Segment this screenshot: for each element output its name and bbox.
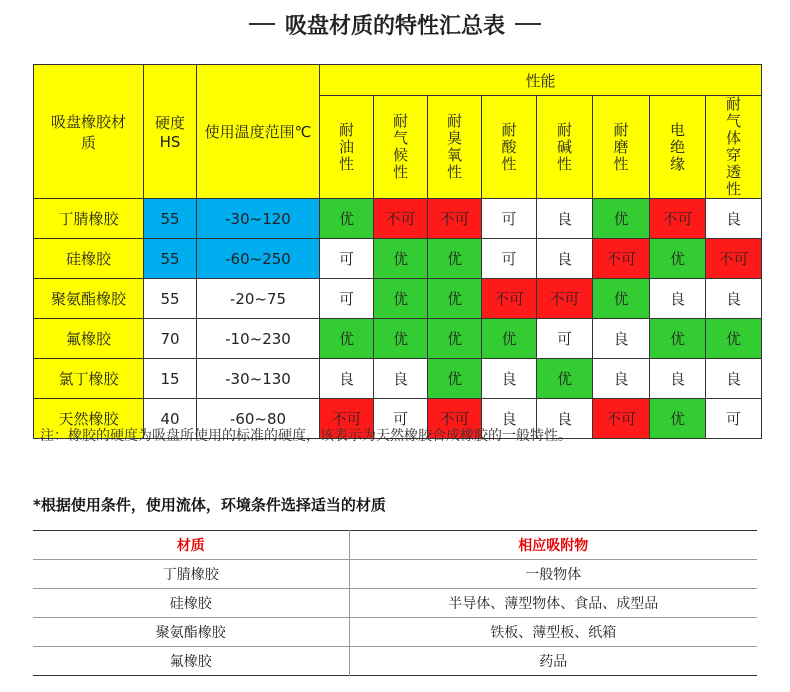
perf-col-header: 耐油性: [320, 96, 374, 199]
rating-cell: 不可: [537, 279, 593, 319]
rating-cell: 不可: [593, 399, 650, 439]
table-row: [33, 589, 757, 618]
rating-cell: 优: [374, 239, 428, 279]
app-material-cell: 丁腈橡胶: [33, 560, 349, 589]
title-dash-right: [515, 23, 541, 25]
rating-cell: 不可: [428, 199, 482, 239]
rating-cell: 良: [706, 359, 762, 399]
page-title: [0, 6, 790, 42]
rating-cell: 优: [428, 319, 482, 359]
rating-cell: 可: [320, 239, 374, 279]
rating-cell: 良: [320, 359, 374, 399]
properties-table: [33, 64, 762, 439]
section-subtitle: *根据使用条件，使用流体，环境条件选择适当的材质: [33, 496, 386, 514]
app-material-cell: 氟橡胶: [33, 647, 349, 676]
rating-cell: 优: [320, 319, 374, 359]
rating-cell: 优: [650, 319, 706, 359]
app-object-cell: 铁板、薄型板、纸箱: [349, 618, 757, 647]
rating-cell: 优: [428, 359, 482, 399]
app-material-cell: 硅橡胶: [33, 589, 349, 618]
rating-cell: 可: [482, 199, 537, 239]
header-material: 吸盘橡胶材质: [34, 65, 144, 199]
footnote: 注：橡胶的硬度为吸盘所使用的标准的硬度，该表示为天然橡胶合成橡胶的一般特性。: [40, 428, 572, 444]
header-temp: 使用温度范围℃: [197, 65, 320, 199]
properties-body: [34, 199, 762, 439]
rating-cell: 优: [650, 239, 706, 279]
rating-cell: 良: [482, 359, 537, 399]
rating-cell: 良: [374, 359, 428, 399]
hardness-cell: 55: [144, 199, 197, 239]
app-object-cell: 一般物体: [349, 560, 757, 589]
rating-cell: 优: [650, 399, 706, 439]
material-cell: 氟橡胶: [34, 319, 144, 359]
rating-cell: 优: [706, 319, 762, 359]
perf-col-header: 耐碱性: [537, 96, 593, 199]
rating-cell: 可: [537, 319, 593, 359]
temperature-cell: -30~130: [197, 359, 320, 399]
temperature-cell: -10~230: [197, 319, 320, 359]
rating-cell: 不可: [482, 279, 537, 319]
table-row: [34, 279, 762, 319]
rating-cell: 良: [650, 359, 706, 399]
material-cell: 硅橡胶: [34, 239, 144, 279]
perf-col-header: 耐磨性: [593, 96, 650, 199]
material-cell: 氯丁橡胶: [34, 359, 144, 399]
hardness-cell: 55: [144, 279, 197, 319]
rating-cell: 可: [320, 279, 374, 319]
rating-cell: 良: [650, 279, 706, 319]
application-table: [33, 530, 757, 676]
hardness-cell: 55: [144, 239, 197, 279]
rating-cell: 不可: [320, 399, 374, 439]
table-row: [33, 618, 757, 647]
temperature-cell: -30~120: [197, 199, 320, 239]
rating-cell: 优: [428, 239, 482, 279]
rating-cell: 良: [593, 319, 650, 359]
temperature-cell: -60~250: [197, 239, 320, 279]
rating-cell: 不可: [593, 239, 650, 279]
material-cell: 聚氨酯橡胶: [34, 279, 144, 319]
header-performance: 性能: [320, 65, 762, 96]
rating-cell: 不可: [428, 399, 482, 439]
rating-cell: 优: [482, 319, 537, 359]
table-row: [34, 239, 762, 279]
rating-cell: 优: [374, 319, 428, 359]
rating-cell: 良: [706, 199, 762, 239]
table-row: [34, 199, 762, 239]
app-object-cell: 半导体、薄型物体、食品、成型品: [349, 589, 757, 618]
table-row: [34, 319, 762, 359]
app-object-cell: 药品: [539, 654, 568, 670]
header-app-material: 材质: [33, 531, 349, 560]
rating-cell: 不可: [706, 239, 762, 279]
perf-col-header: 耐气候性: [374, 96, 428, 199]
rating-cell: 不可: [374, 199, 428, 239]
rating-cell: 优: [428, 279, 482, 319]
temperature-cell: -20~75: [197, 279, 320, 319]
material-cell: 天然橡胶: [34, 399, 144, 439]
title-dash-left: [249, 23, 275, 25]
hardness-cell: 70: [144, 319, 197, 359]
rating-cell: 良: [537, 239, 593, 279]
temperature-cell: -60~80: [197, 399, 320, 439]
material-cell: 丁腈橡胶: [34, 199, 144, 239]
rating-cell: 良: [593, 359, 650, 399]
perf-col-header: 耐臭氧性: [428, 96, 482, 199]
hardness-cell: 15: [144, 359, 197, 399]
rating-cell: 良: [537, 199, 593, 239]
rating-cell: 良: [482, 399, 537, 439]
rating-cell: 良: [537, 399, 593, 439]
rating-cell: 优: [374, 279, 428, 319]
title-text: 吸盘材质的特性汇总表: [284, 13, 505, 39]
perf-col-header: 耐气体穿透性: [706, 96, 762, 199]
hardness-cell: 40: [144, 399, 197, 439]
perf-col-header: 电绝缘: [650, 96, 706, 199]
rating-cell: 优: [593, 279, 650, 319]
table-row: [34, 359, 762, 399]
table-row: [33, 560, 757, 589]
rating-cell: 优: [320, 199, 374, 239]
rating-cell: 不可: [650, 199, 706, 239]
application-body: [33, 560, 757, 676]
rating-cell: 良: [706, 279, 762, 319]
rating-cell: 可: [482, 239, 537, 279]
rating-cell: 可: [706, 399, 762, 439]
rating-cell: 优: [537, 359, 593, 399]
app-material-cell: 聚氨酯橡胶: [33, 618, 349, 647]
header-app-object: 相应吸附物: [349, 531, 757, 560]
header-hardness: 硬度HS: [144, 65, 197, 199]
perf-col-header: 耐酸性: [482, 96, 537, 199]
table-row: [33, 647, 757, 676]
rating-cell: 优: [593, 199, 650, 239]
rating-cell: 可: [374, 399, 428, 439]
